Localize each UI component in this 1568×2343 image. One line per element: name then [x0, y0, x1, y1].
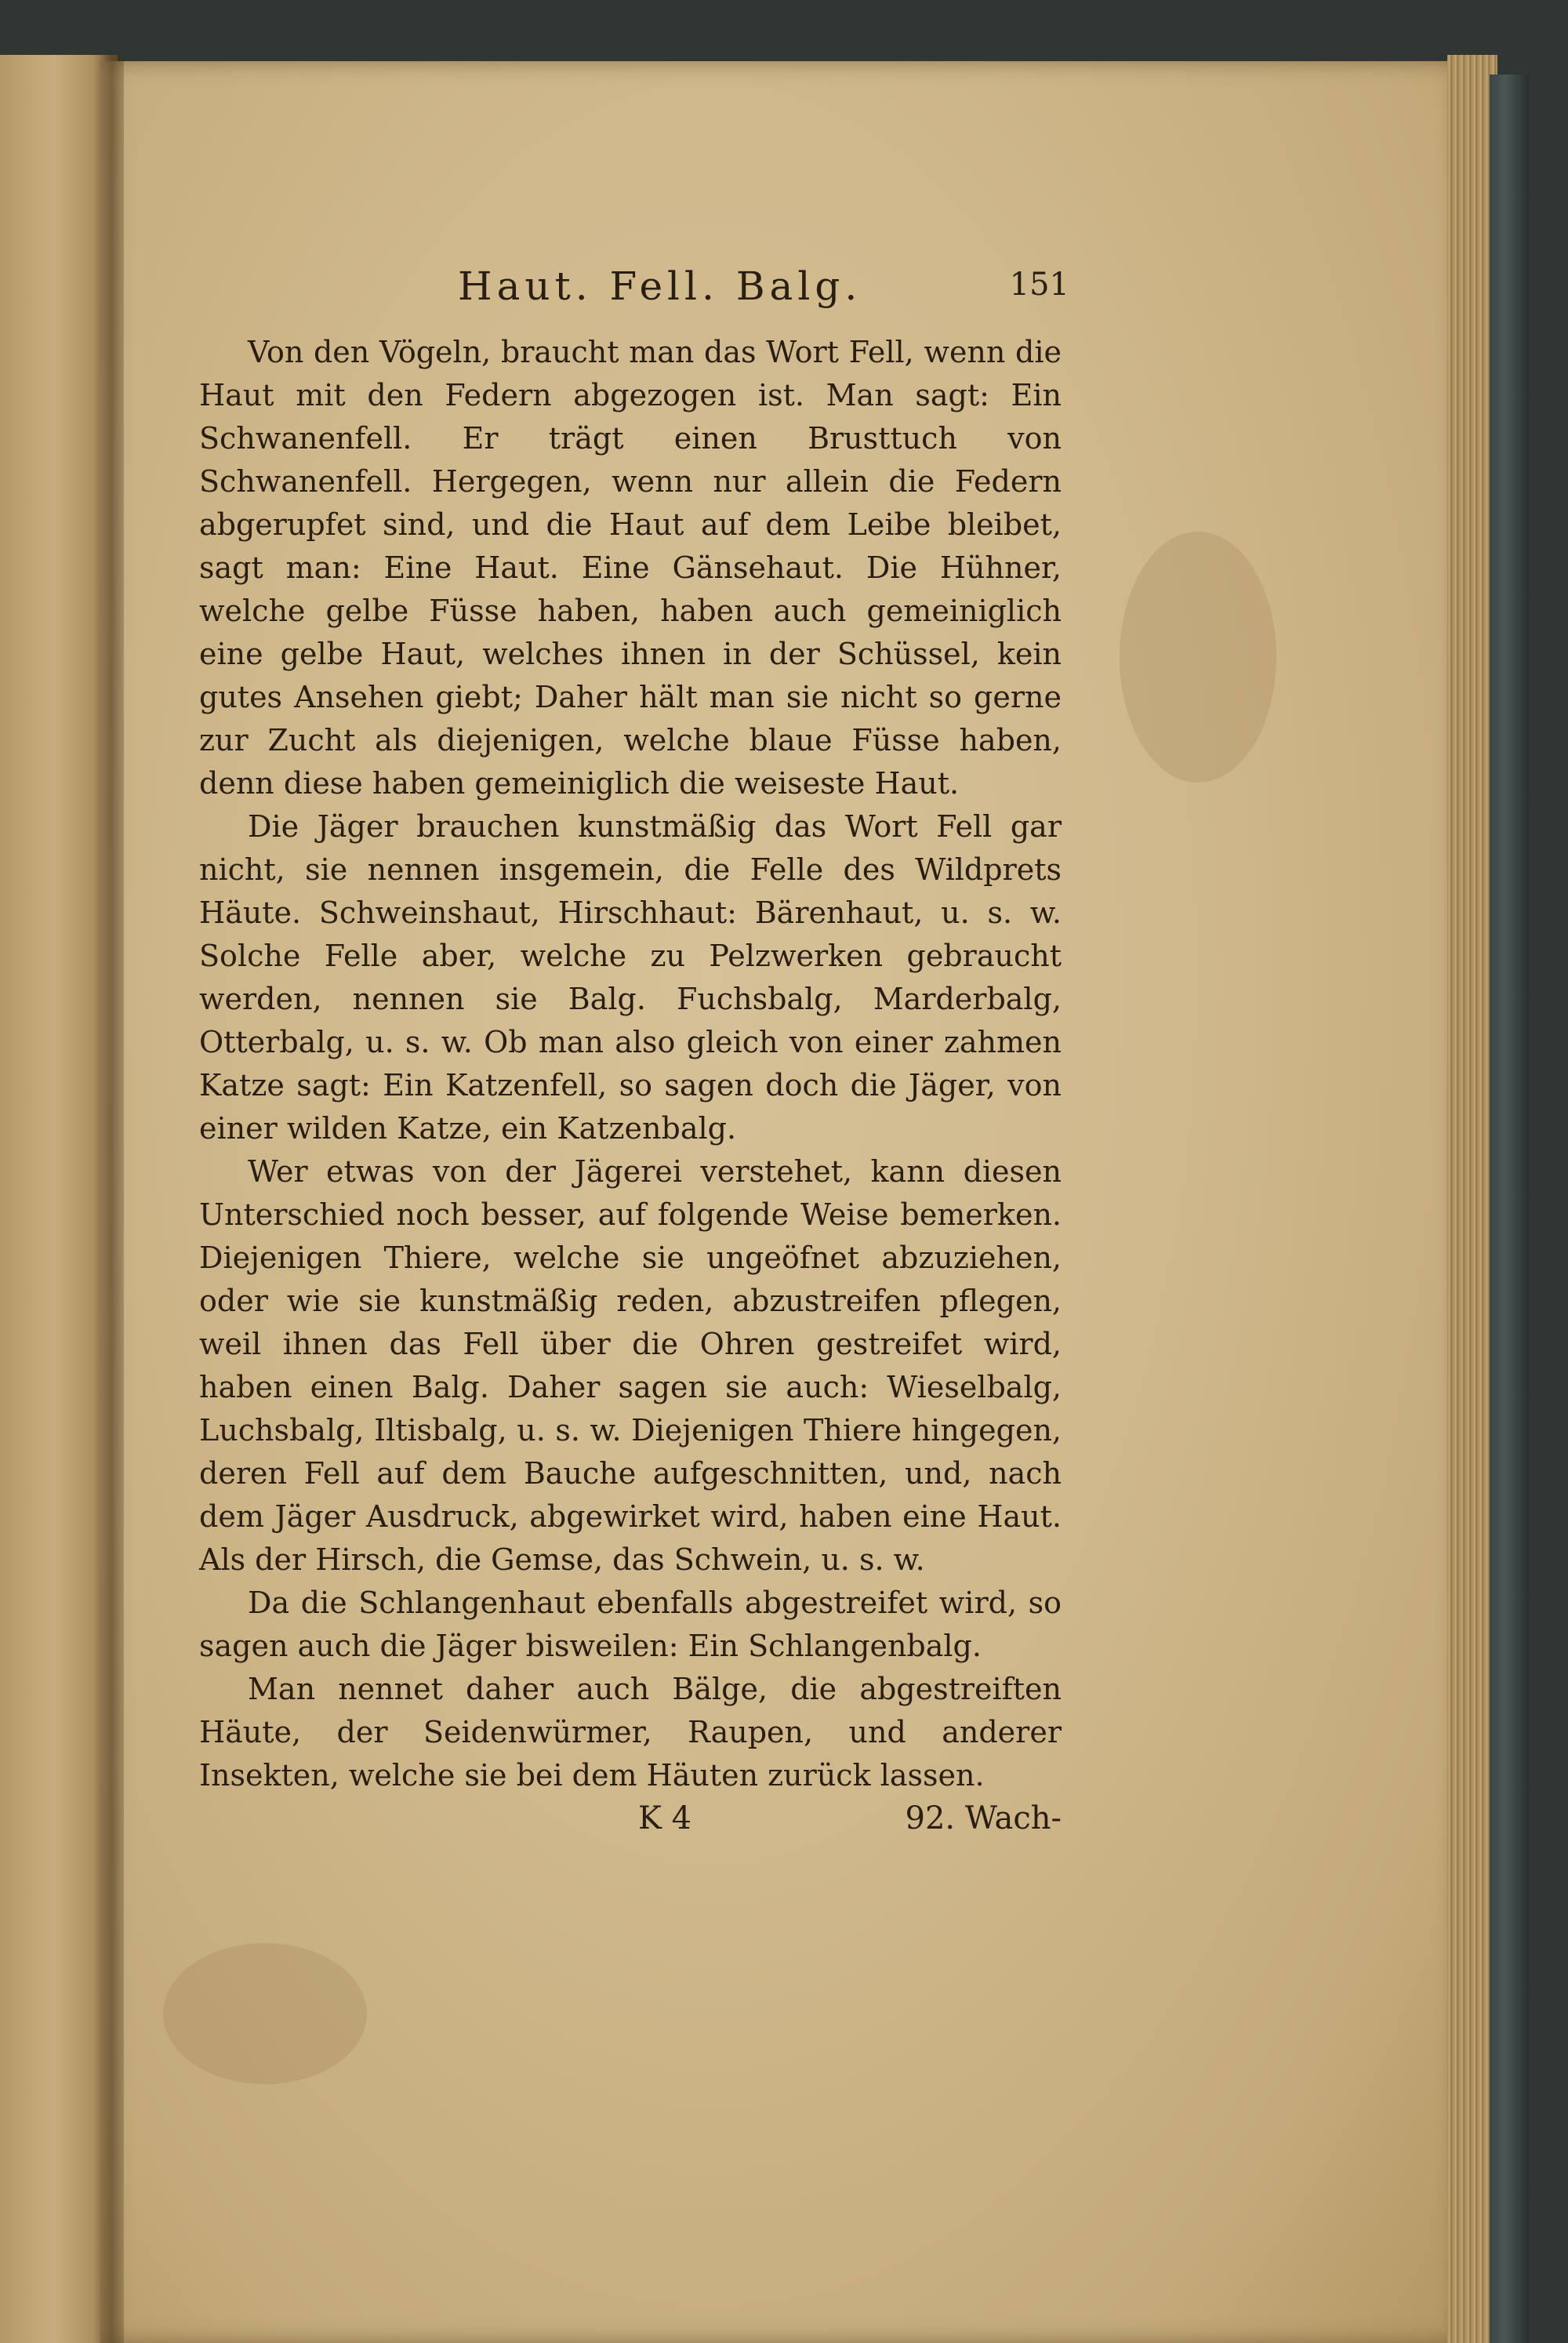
footer-line [199, 1800, 1062, 1847]
running-head [199, 259, 1069, 329]
paragraph: Man nennet daher auch Bälge, die abgestreiften Häute, der Seidenwürmer, Raupen, und anderer Insekten, welche sie bei dem Häuten zurück lassen. [199, 1672, 1062, 1793]
paragraph: Wer etwas von der Jägerei verstehet, kann diesen Unterschied noch besser, auf folgende Weise bemerken. Diejenigen Thiere, welche sie ungeöfnet abzuziehen, oder wie sie kunstmäßig reden, abzustreifen pflegen, weil ihnen das Fell über die Ohren gestreifet wird, haben einen Balg. Daher sagen sie auch: Wieselbalg, Luchsbalg, Iltisbalg, u. s. w. Diejenigen Thiere hingegen, deren Fell auf dem Bauche aufgeschnitten, und, nach dem Jäger Ausdruck, abgewirket wird, haben eine Haut. Als der Hirsch, die Gemse, das Schwein, u. s. w. [199, 1154, 1062, 1577]
paper-stain [163, 1943, 367, 2084]
signature-mark: K 4 [638, 1800, 692, 1836]
paragraph: Die Jäger brauchen kunstmäßig das Wort Fell gar nicht, sie nennen insgemein, die Felle des Wildprets Häute. Schweinshaut, Hirschhaut: Bärenhaut, u. s. w. Solche Felle aber, welche zu Pelzwerken gebraucht werden, nennen sie Balg. Fuchsbalg, Marderbalg, Otterbalg, u. s. w. Ob man also gleich von einer zahmen Katze sagt: Ein Katzenfell, so sagen doch die Jäger, von einer wilden Katze, ein Katzenbalg. [199, 809, 1062, 1146]
paragraph: Da die Schlangenhaut ebenfalls abgestreifet wird, so sagen auch die Jäger bisweilen: Ein Schlangenbalg. [199, 1586, 1062, 1663]
gutter-shadow [93, 55, 124, 2343]
text-block [199, 259, 1069, 1847]
paragraph: Von den Vögeln, braucht man das Wort Fell, wenn die Haut mit den Federn abgezogen ist. Man sagt: Ein Schwanenfell. Er trägt einen Brusttuch von Schwanenfell. Hergegen, wenn nur allein die Federn abgerupfet sind, und die Haut auf dem Leibe bleibet, sagt man: Eine Haut. Eine Gänsehaut. Die Hühner, welche gelbe Füsse haben, haben auch gemeiniglich eine gelbe Haut, welches ihnen in der Schüssel, kein gutes Ansehen giebt; Daher hält man sie nicht so gerne zur Zucht als diejenigen, welche blaue Füsse haben, denn diese haben gemeiniglich die weiseste Haut. [199, 335, 1062, 801]
paper-stain [1120, 532, 1276, 783]
page-number: 151 [1009, 267, 1069, 303]
book-cover-edge [1490, 74, 1529, 2343]
running-title: Haut. Fell. Balg. [458, 263, 862, 309]
catchword: 92. Wach- [905, 1800, 1062, 1836]
